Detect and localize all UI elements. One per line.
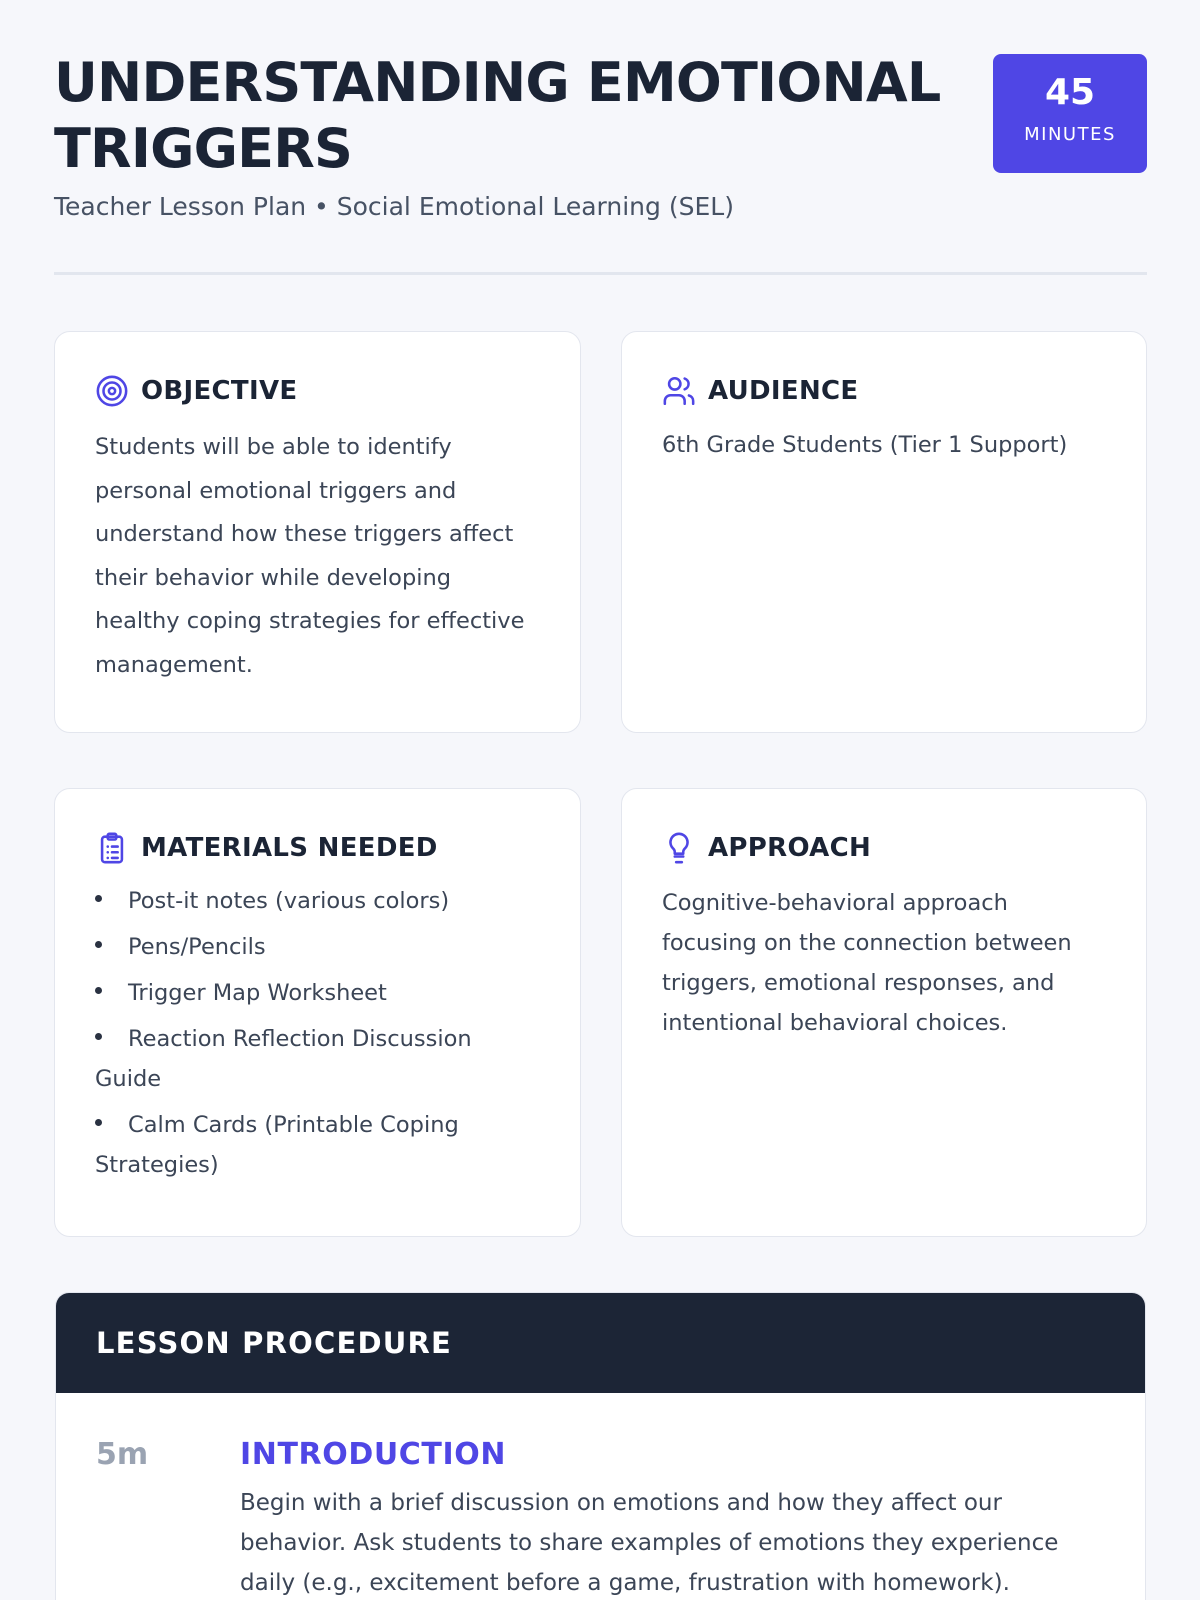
objective-title: OBJECTIVE <box>141 376 298 406</box>
materials-title: MATERIALS NEEDED <box>141 833 438 863</box>
page-subtitle: Teacher Lesson Plan • Social Emotional Learning (SEL) <box>54 192 734 221</box>
procedure-step <box>56 1393 1145 1600</box>
target-icon <box>95 374 129 408</box>
materials-list <box>95 881 540 1185</box>
materials-card <box>54 788 581 1237</box>
header-divider <box>54 272 1147 275</box>
list-item: Trigger Map Worksheet <box>95 973 540 1013</box>
objective-text: Students will be able to identify personal emotional triggers and understand how these triggers affect their behavior while developing healthy coping strategies for effective management. <box>95 434 525 678</box>
approach-card <box>621 788 1147 1237</box>
list-item: Pens/Pencils <box>95 927 540 967</box>
procedure-header <box>56 1293 1145 1393</box>
audience-card <box>621 331 1147 733</box>
step-title: INTRODUCTION <box>240 1437 507 1472</box>
users-icon <box>662 374 696 408</box>
duration-unit: MINUTES <box>1024 124 1116 145</box>
list-item: Reaction Reflection Discussion Guide <box>95 1026 472 1092</box>
approach-title: APPROACH <box>708 833 872 863</box>
step-text: Begin with a brief discussion on emotions and how they affect our behavior. Ask students to share examples of emotions they experience daily (e.g., excitement before a game, frustration with homework). <box>240 1490 1059 1596</box>
duration-badge <box>993 54 1147 173</box>
list-item: Post-it notes (various colors) <box>95 881 540 921</box>
audience-text: 6th Grade Students (Tier 1 Support) <box>662 432 1068 458</box>
objective-card <box>54 331 581 733</box>
lightbulb-icon <box>662 831 696 865</box>
list-item: Calm Cards (Printable Coping Strategies) <box>95 1112 459 1178</box>
procedure-title: LESSON PROCEDURE <box>96 1326 453 1360</box>
page-title: UNDERSTANDING EMOTIONAL TRIGGERS <box>54 51 941 180</box>
lesson-procedure <box>55 1292 1146 1600</box>
approach-text: Cognitive-behavioral approach focusing on the connection between triggers, emotional responses, and intentional behavioral choices. <box>662 890 1072 1036</box>
clipboard-list-icon <box>95 831 129 865</box>
audience-title: AUDIENCE <box>708 376 859 406</box>
step-duration: 5m <box>96 1437 149 1472</box>
lesson-header <box>54 50 1147 276</box>
duration-value: 45 <box>1044 72 1096 113</box>
